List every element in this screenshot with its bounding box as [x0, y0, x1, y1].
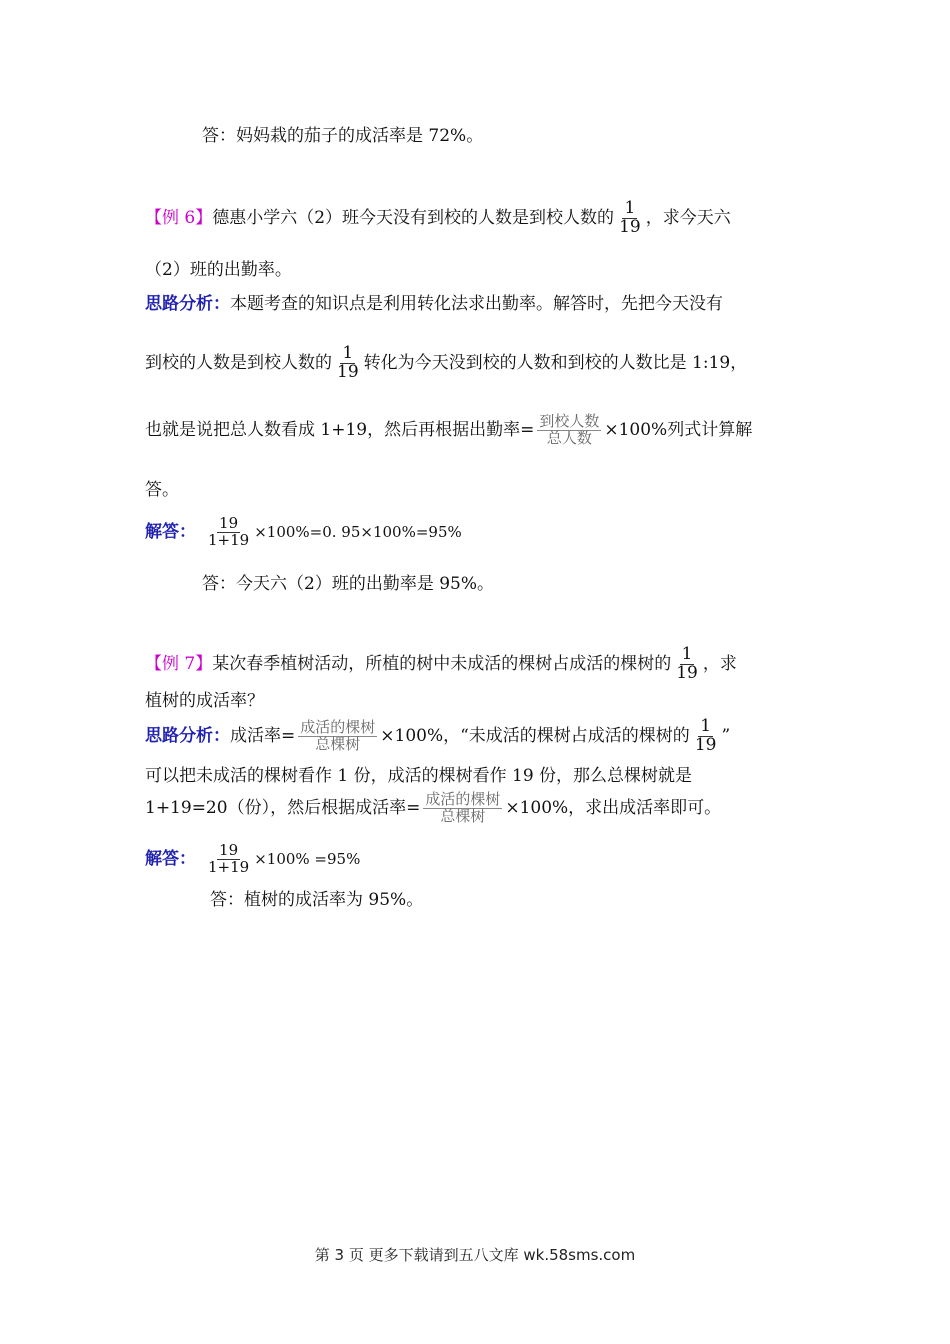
example-6-question-text: 德惠小学六（2）班今天没有到校的人数是到校人数的 — [212, 207, 615, 228]
example-6-attendance-formula: $\frac{\text{到校人数}}{\text{总人数}}$ — [539, 412, 600, 447]
example-6-analysis-line-3: 也就是说把总人数看成 1+19，然后再根据出勤率= $\frac{\text{到校人数}}{\text{总人数}}$ ×100%列式计算解 — [145, 412, 753, 447]
example-7-tag: 【例 7】 — [145, 653, 213, 674]
example-6-solution-fraction: $\frac{19}{1+19}$ — [208, 514, 250, 549]
example-6-analysis-line-1: 思路分析：本题考查的知识点是利用转化法求出勤率。解答时，先把今天没有 — [145, 294, 723, 314]
example-7-analysis-line-3: 1+19=20（份），然后根据成活率= $\frac{\text{成活的棵树}}{\text{总棵树}}$ ×100%，求出成活率即可。 — [145, 790, 722, 825]
top-answer: 答：妈妈栽的茄子的成活率是 72%。 — [202, 126, 484, 146]
example-7-answer: 答：植树的成活率为 95%。 — [210, 890, 424, 910]
example-6-solution: 解答： $\frac{19}{1+19}$ ×100%=0. 95×100%=95% — [145, 514, 462, 549]
example-7-solution: 解答： $\frac{19}{1+19}$ ×100% =95% — [145, 841, 361, 876]
example-7-solution-label: 解答： — [145, 848, 196, 869]
example-6-analysis-line-2: 到校的人数是到校人数的 $\frac{1}{19}$ 转化为今天没到校的人数和到校的人数比是 1:19， — [145, 343, 748, 382]
example-7-question-fraction: $\frac{1}{19}$ — [676, 644, 698, 683]
example-7-analysis-line-2: 可以把未成活的棵树看作 1 份，成活的棵树看作 19 份，那么总棵树就是 — [145, 766, 693, 786]
page-footer: 第 3 页 更多下载请到五八文库 wk.58sms.com — [314, 1246, 636, 1264]
example-6-analysis-fraction: $\frac{1}{19}$ — [337, 343, 359, 382]
example-7-analysis-fraction: $\frac{1}{19}$ — [694, 716, 717, 755]
example-7-survival-formula-2: $\frac{\text{成活的棵树}}{\text{总棵树}}$ — [425, 790, 501, 825]
example-7-solution-fraction: $\frac{19}{1+19}$ — [208, 841, 250, 876]
example-6-analysis-line-4: 答。 — [145, 480, 179, 500]
example-6-question-line-2: （2）班的出勤率。 — [145, 260, 292, 280]
example-6-question-line-1: 【例 6】德惠小学六（2）班今天没有到校的人数是到校人数的 $\frac{1}{19}$ ，求今天六 — [145, 198, 731, 237]
example-6-solution-label: 解答： — [145, 521, 196, 542]
example-7-analysis-line-1: 思路分析：成活率= $\frac{\text{成活的棵树}}{\text{总棵树}}$ ×100%，“未成活的棵树占成活的棵树的 $\frac{1}{19}$ ” — [145, 716, 731, 755]
example-6-analysis-label: 思路分析： — [145, 294, 230, 314]
example-7-survival-formula: $\frac{\text{成活的棵树}}{\text{总棵树}}$ — [300, 718, 376, 753]
example-7-question-line-1: 【例 7】某次春季植树活动，所植的树中未成活的棵树占成活的棵树的 $\frac{1}{19}$ ，求 — [145, 644, 737, 683]
example-6-answer: 答：今天六（2）班的出勤率是 95%。 — [202, 574, 495, 594]
example-7-analysis-label: 思路分析： — [145, 725, 230, 746]
example-6-question-fraction: $\frac{1}{19}$ — [619, 198, 641, 237]
example-6-tag: 【例 6】 — [145, 207, 213, 228]
example-7-question-line-2: 植树的成活率？ — [145, 691, 264, 711]
